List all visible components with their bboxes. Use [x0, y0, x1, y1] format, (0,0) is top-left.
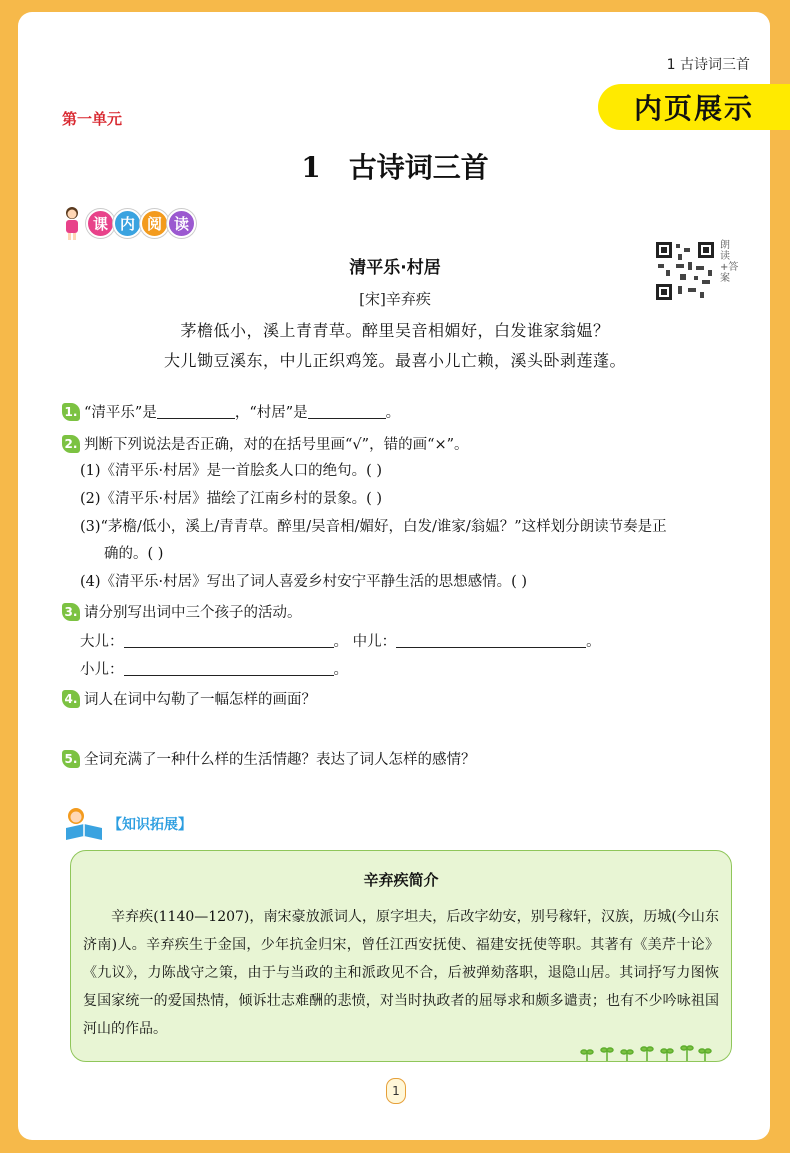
qr-label: 朗读+答案 — [720, 240, 739, 284]
inner-page-badge: 内页展示 — [598, 84, 790, 130]
small-son-blank[interactable] — [124, 661, 334, 676]
lesson-title — [0, 146, 790, 186]
question-3-end-1: 。 — [586, 634, 601, 650]
lesson-title-text: 古诗词三首 — [348, 151, 489, 184]
question-2-item-1[interactable]: (1)《清平乐·村居》是一首脍炙人口的绝句。( ) — [80, 463, 383, 479]
unit-label: 第一单元 — [62, 110, 123, 128]
mid-son-label: 中儿： — [352, 634, 397, 650]
question-3-number: 3. — [62, 603, 80, 621]
question-5-text: 全词充满了一种什么样的生活情趣？表达了词人怎样的感情？ — [84, 752, 476, 768]
big-son-blank[interactable] — [124, 633, 334, 648]
knowledge-label: 【知识拓展】 — [108, 817, 192, 833]
question-2-item-4[interactable]: (4)《清平乐·村居》写出了词人喜爱乡村安宁平静生活的思想感情。( ) — [80, 574, 528, 590]
sprouts-decoration-icon — [577, 1041, 717, 1063]
question-3-sep: 。 — [333, 634, 348, 650]
section-char-1: 课 — [86, 209, 115, 238]
section-reading-pill — [86, 209, 194, 238]
question-1-number: 1. — [62, 403, 80, 421]
question-2-text: 判断下列说法是否正确，对的在括号里画“√”，错的画“×”。 — [84, 437, 469, 453]
knowledge-box — [70, 850, 732, 1062]
question-3-line-1 — [80, 630, 601, 651]
question-4 — [62, 688, 316, 709]
question-1 — [62, 401, 400, 422]
question-1-part1: “清平乐”是 — [84, 405, 157, 421]
question-3-end-2: 。 — [333, 662, 348, 678]
question-1-part3: 。 — [385, 405, 401, 421]
poem-line-1: 茅檐低小，溪上青青草。醉里吴音相媚好，白发谁家翁媪？ — [180, 321, 610, 340]
header-lesson-ref: 1 古诗词三首 — [666, 57, 750, 73]
big-son-label: 大儿： — [80, 634, 124, 650]
reading-book-girl-icon — [62, 806, 106, 842]
question-2 — [62, 433, 469, 454]
knowledge-paragraph: 辛弃疾(1140—1207)，南宋豪放派词人，原字坦夫，后改字幼安，别号稼轩，汉族，历城(今山东济南)人。辛弃疾生于金国，少年抗金归宋，曾任江西安抚使、福建安抚使等职。其著有《美芹十论》《九议》，力陈战守之策，由于与当政的主和派政见不合，后被弹劾落职，退隐山居。其词抒写力图恢复国家统一的爱国热情，倾诉壮志难酬的悲愤，对当时执政者的屈辱求和颇多谴责；也有不少吟咏祖国河山的作品。 — [83, 909, 719, 1037]
question-2-number: 2. — [62, 435, 80, 453]
question-2-item-3-cont[interactable]: 确的。( ) — [104, 546, 164, 562]
question-3-text: 请分别写出词中三个孩子的活动。 — [84, 605, 302, 621]
question-5-number: 5. — [62, 750, 80, 768]
reading-girl-icon — [62, 205, 82, 241]
knowledge-body — [83, 903, 719, 1043]
knowledge-title: 辛弃疾简介 — [363, 871, 439, 889]
section-char-3: 阅 — [140, 209, 169, 238]
section-reading-header — [62, 205, 194, 241]
question-1-blank-2[interactable] — [308, 404, 386, 419]
question-2-item-3[interactable]: (3)“茅檐/低小，溪上/青青草。醉里/吴音相/媚好，白发/谁家/翁媪？”这样划分朗读节奏是正 — [80, 519, 667, 535]
question-2-item-2[interactable]: (2)《清平乐·村居》描绘了江南乡村的景象。( ) — [80, 491, 383, 507]
poem-line-2: 大儿锄豆溪东，中儿正织鸡笼。最喜小儿亡赖，溪头卧剥莲蓬。 — [163, 351, 626, 370]
poem-title: 清平乐·村居 — [349, 258, 441, 278]
lesson-number: 1 — [301, 151, 321, 184]
question-5 — [62, 748, 476, 769]
section-char-2: 内 — [113, 209, 142, 238]
question-3-line-2 — [80, 658, 348, 679]
page-number: 1 — [386, 1078, 406, 1104]
poem-author: [宋]辛弃疾 — [359, 290, 431, 308]
question-1-blank-1[interactable] — [157, 404, 235, 419]
qr-code-icon[interactable] — [654, 240, 716, 302]
question-4-number: 4. — [62, 690, 80, 708]
knowledge-header — [62, 806, 192, 842]
question-3 — [62, 601, 302, 622]
question-1-part2: ，“村居”是 — [234, 405, 308, 421]
small-son-label: 小儿： — [80, 662, 124, 678]
mid-son-blank[interactable] — [396, 633, 586, 648]
question-4-text: 词人在词中勾勒了一幅怎样的画面？ — [84, 692, 316, 708]
section-char-4: 读 — [167, 209, 196, 238]
